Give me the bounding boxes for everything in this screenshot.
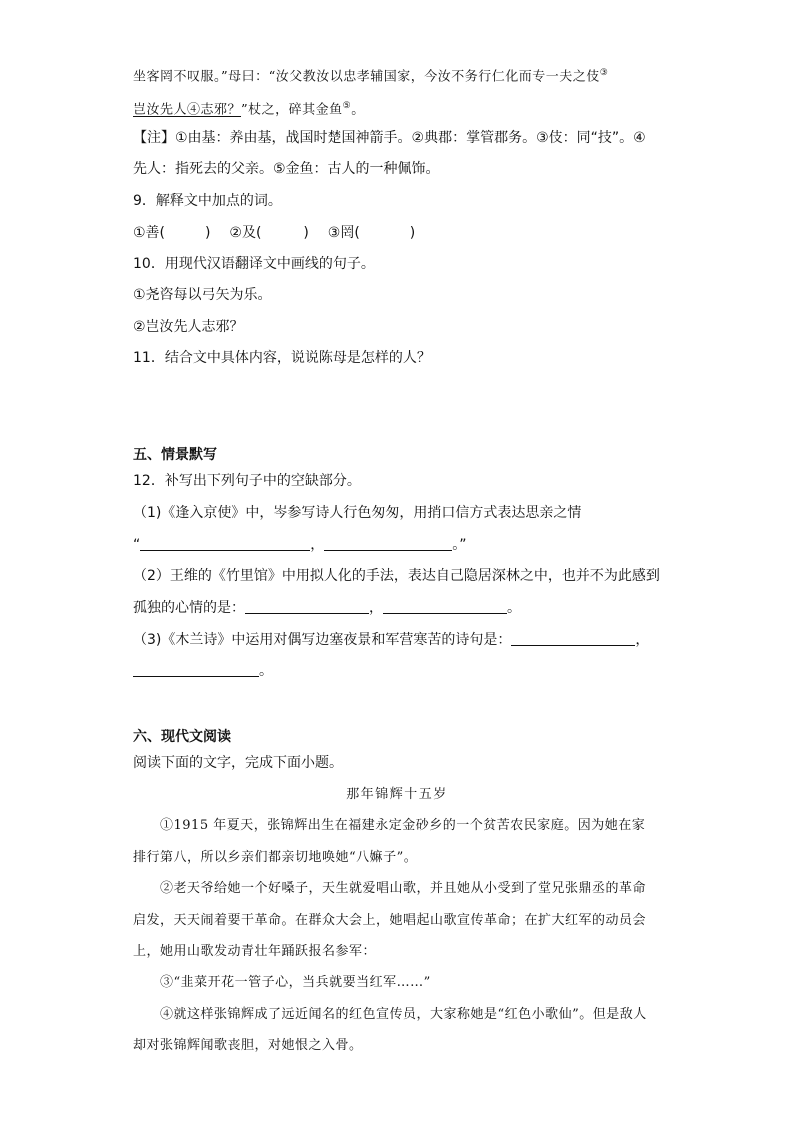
question-9: 9．解释文中加点的词。: [133, 193, 282, 209]
question-12: 12．补写出下列句子中的空缺部分。: [133, 473, 361, 489]
paragraph-line: 上，她用山歌发动青壮年踊跃报名参军：: [133, 944, 377, 959]
paragraph-line: ②老天爷给她一个好嗓子，天生就爱唱山歌，并且她从小受到了堂兄张鼎丞的革命: [160, 881, 647, 896]
underlined-sentence: 岂汝先人④志邪？: [133, 102, 242, 118]
section-5-heading: 五、情景默写: [133, 447, 217, 463]
answer-blank[interactable]: [511, 631, 635, 646]
question-10: 10．用现代汉语翻译文中画线的句子。: [133, 256, 375, 272]
translate-sentence-2: ②岂汝先人志邪？: [133, 319, 244, 335]
passage-line: 坐客罔不叹服。”母曰：“汝父教汝以忠孝辅国家，今汝不务行仁化而专一夫之伎③: [133, 68, 609, 85]
question-12-item-2-blanks: 孤独的心情的是： ， 。: [133, 600, 521, 616]
reading-instruction: 阅读下面的文字，完成下面小题。: [133, 755, 343, 771]
paragraph-line: ④就这样张锦辉成了远近闻名的红色宣传员，大家称她是“红色小歌仙”。但是敌人: [160, 1007, 647, 1022]
paragraph-line: ③“韭菜开花一管子心，当兵就要当红军……”: [160, 975, 431, 990]
question-12-item-3-blanks: 。: [133, 661, 666, 681]
translate-sentence-1: ①尧咨每以弓矢为乐。: [133, 287, 272, 303]
passage-line: 岂汝先人④志邪？”杖之，碎其金鱼⑤。: [133, 101, 365, 118]
notes-line: 先人：指死去的父亲。⑤金鱼：古人的一种佩饰。: [133, 161, 440, 177]
answer-blank[interactable]: [245, 599, 369, 614]
section-6-heading: 六、现代文阅读: [133, 729, 231, 745]
paragraph-line: 排行第八，所以乡亲们都亲切地唤她“八嫲子”。: [133, 850, 418, 865]
question-12-item-3: （3)《木兰诗》中运用对偶写边塞夜景和军营寒苦的诗句是： ，: [133, 632, 650, 648]
paragraph-line: ①1915 年夏天，张锦辉出生在福建永定金砂乡的一个贫苦农民家庭。因为她在家: [160, 818, 646, 833]
question-12-item-2: （2）王维的《竹里馆》中用拟人化的手法，表达自己隐居深林之中，也并不为此感到: [133, 568, 660, 584]
answer-blank[interactable]: [133, 662, 259, 677]
notes-line: 【注】①由基：养由基，战国时楚国神箭手。②典郡：掌管郡务。③伎：同“技”。④: [133, 130, 646, 146]
question-11: 11．结合文中具体内容，说说陈母是怎样的人？: [133, 350, 431, 366]
paragraph-line: 启发，天天闹着要干革命。在群众大会上，她唱起山歌宣传革命；在扩大红军的动员会: [133, 913, 647, 928]
passage-title: 那年锦辉十五岁: [346, 787, 448, 802]
answer-blank[interactable]: [324, 536, 452, 551]
question-12-item-1: （1)《逢入京使》中，岑参写诗人行色匆匆，用捎口信方式表达思亲之情: [133, 505, 582, 521]
paragraph-line: 却对张锦辉闻歌丧胆，对她恨之入骨。: [133, 1038, 363, 1053]
answer-blank[interactable]: [383, 599, 507, 614]
question-12-item-1-blanks: “ ， 。”: [133, 537, 467, 553]
question-9-items: ①善( ) ②及( ) ③罔( ): [133, 225, 416, 241]
answer-blank[interactable]: [140, 536, 310, 551]
